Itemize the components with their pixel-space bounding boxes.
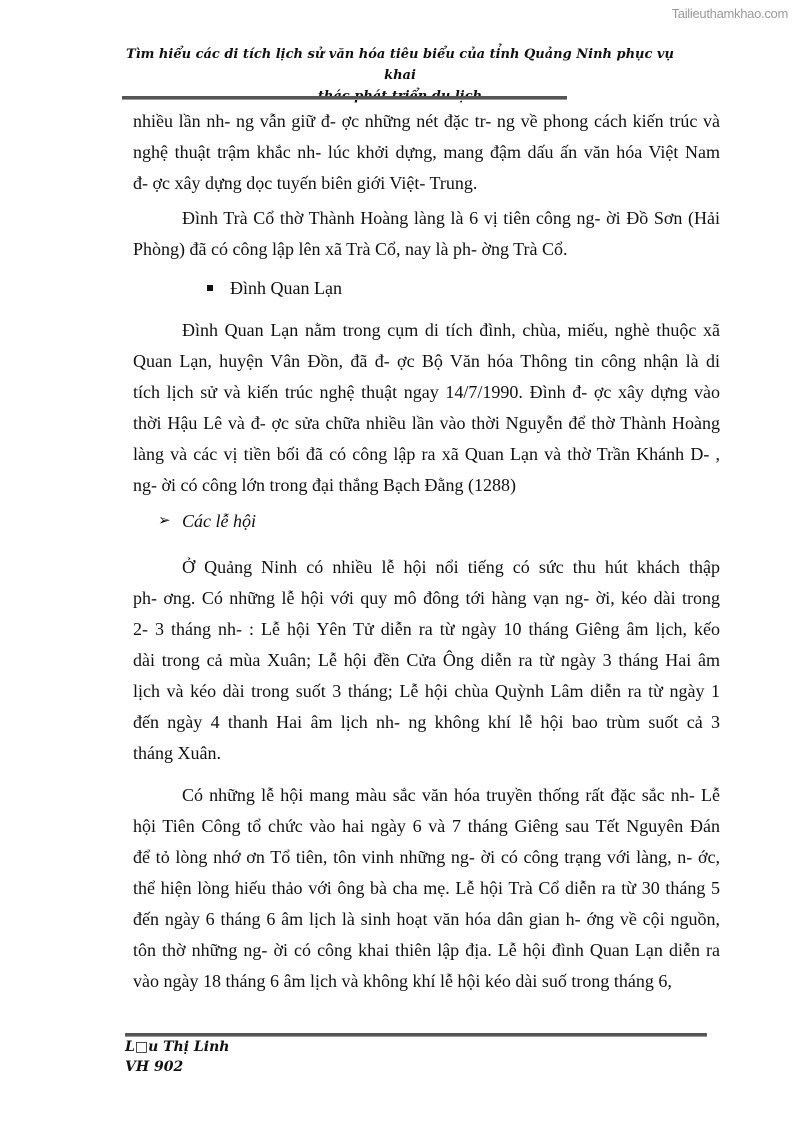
- paragraph-line: tích lịch sử và kiến trúc nghệ thuật ngay 14/7/1990. Đình đ- ợc xây dựng vào: [133, 382, 720, 402]
- paragraph-line: nhiều lần nh- ng vẫn giữ đ- ợc những nét đặc tr- ng về phong cách kiến trúc và: [133, 111, 720, 131]
- paragraph-line: làng và các vị tiền bối đã có công lập ra xã Quan Lạn và thờ Trần Khánh D- ,: [133, 444, 720, 464]
- paragraph-line: tôn thờ những ng- ời có công khai thiên lập địa. Lễ hội đình Quan Lạn diễn ra: [133, 940, 720, 960]
- paragraph-line: Quan Lạn, huyện Vân Đồn, đã đ- ợc Bộ Văn hóa Thông tin công nhận là di: [133, 351, 720, 371]
- footer-class: VH 902: [125, 1059, 184, 1075]
- paragraph-line: tháng Xuân.: [133, 743, 221, 763]
- paragraph-line: nghệ thuật trậm khắc nh- lúc khởi dựng, mang đậm dấu ấn văn hóa Việt Nam: [133, 142, 720, 162]
- paragraph-line: hội Tiên Công tổ chức vào hai ngày 6 và 7 tháng Giêng sau Tết Nguyên Đán: [133, 816, 720, 836]
- footer-author: L□u Thị Linh: [125, 1039, 230, 1055]
- paragraph-line: Có những lễ hội mang màu sắc văn hóa truyền thống rất đặc sắc nh- Lễ: [182, 785, 720, 805]
- paragraph-line: thể hiện lòng hiếu thảo với ông bà cha mẹ. Lễ hội Trà Cổ diễn ra từ 30 tháng 5: [133, 878, 720, 898]
- square-bullet-icon: [207, 285, 213, 291]
- paragraph-line: Đình Quan Lạn nằm trong cụm di tích đình, chùa, miếu, nghè thuộc xã: [182, 320, 720, 340]
- paragraph-line: lịch và kéo dài trong suốt 3 tháng; Lễ hội chùa Quỳnh Lâm diễn ra từ ngày 1: [133, 681, 720, 701]
- paragraph-line: đến ngày 6 tháng 6 âm lịch là sinh hoạt văn hóa dân gian h- ớng về cội nguồn,: [133, 909, 720, 929]
- footer-rule: [125, 1033, 707, 1037]
- paragraph-line: để tỏ lòng nhớ ơn Tổ tiên, tôn vinh những ng- ời có công trạng với làng, n- ớc,: [133, 847, 720, 867]
- paragraph-line: Đình Trà Cổ thờ Thành Hoàng làng là 6 vị tiên công ng- ời Đồ Sơn (Hải: [182, 208, 720, 228]
- header-title-line1: Tìm hiểu các di tích lịch sử văn hóa tiêu biểu của tỉnh Quảng Ninh phục vụ khai: [126, 47, 674, 83]
- paragraph-line: ph- ơng. Có những lễ hội với quy mô đông tới hàng vạn ng- ời, kéo dài trong: [133, 588, 720, 608]
- section-subheading: Các lễ hội: [182, 511, 256, 531]
- bullet-heading: Đình Quan Lạn: [230, 278, 342, 298]
- paragraph-line: 2- 3 tháng nh- : Lễ hội Yên Tử diễn ra từ ngày 10 tháng Giêng âm lịch, kếo: [133, 619, 720, 639]
- arrow-bullet-icon: ➢: [158, 513, 171, 529]
- paragraph-line: vào ngày 18 tháng 6 âm lịch và không khí lễ hội kéo dài suố trong tháng 6,: [133, 971, 672, 991]
- watermark: Tailieuthamkhao.com: [671, 6, 788, 21]
- header-rule: [122, 96, 567, 100]
- paragraph-line: đến ngày 4 thanh Hai âm lịch nh- ng không khí lễ hội bao trùm suốt cả 3: [133, 712, 720, 732]
- paragraph-line: đ- ợc xây dựng dọc tuyến biên giới Việt- Trung.: [133, 173, 478, 193]
- paragraph-line: ng- ời có công lớn trong đại thắng Bạch Đằng (1288): [133, 475, 516, 495]
- paragraph-line: Phòng) đã có công lập lên xã Trà Cổ, nay là ph- ờng Trà Cổ.: [133, 239, 568, 259]
- paragraph-line: Ở Quảng Ninh có nhiều lễ hội nổi tiếng có sức thu hút khách thập: [182, 557, 720, 577]
- paragraph-line: dài trong cả mùa Xuân; Lễ hội đền Cửa Ông diễn ra từ ngày 3 tháng Hai âm: [133, 650, 720, 670]
- paragraph-line: thời Hậu Lê và đ- ợc sửa chữa nhiều lần vào thời Nguyễn để thờ Thành Hoàng: [133, 413, 720, 433]
